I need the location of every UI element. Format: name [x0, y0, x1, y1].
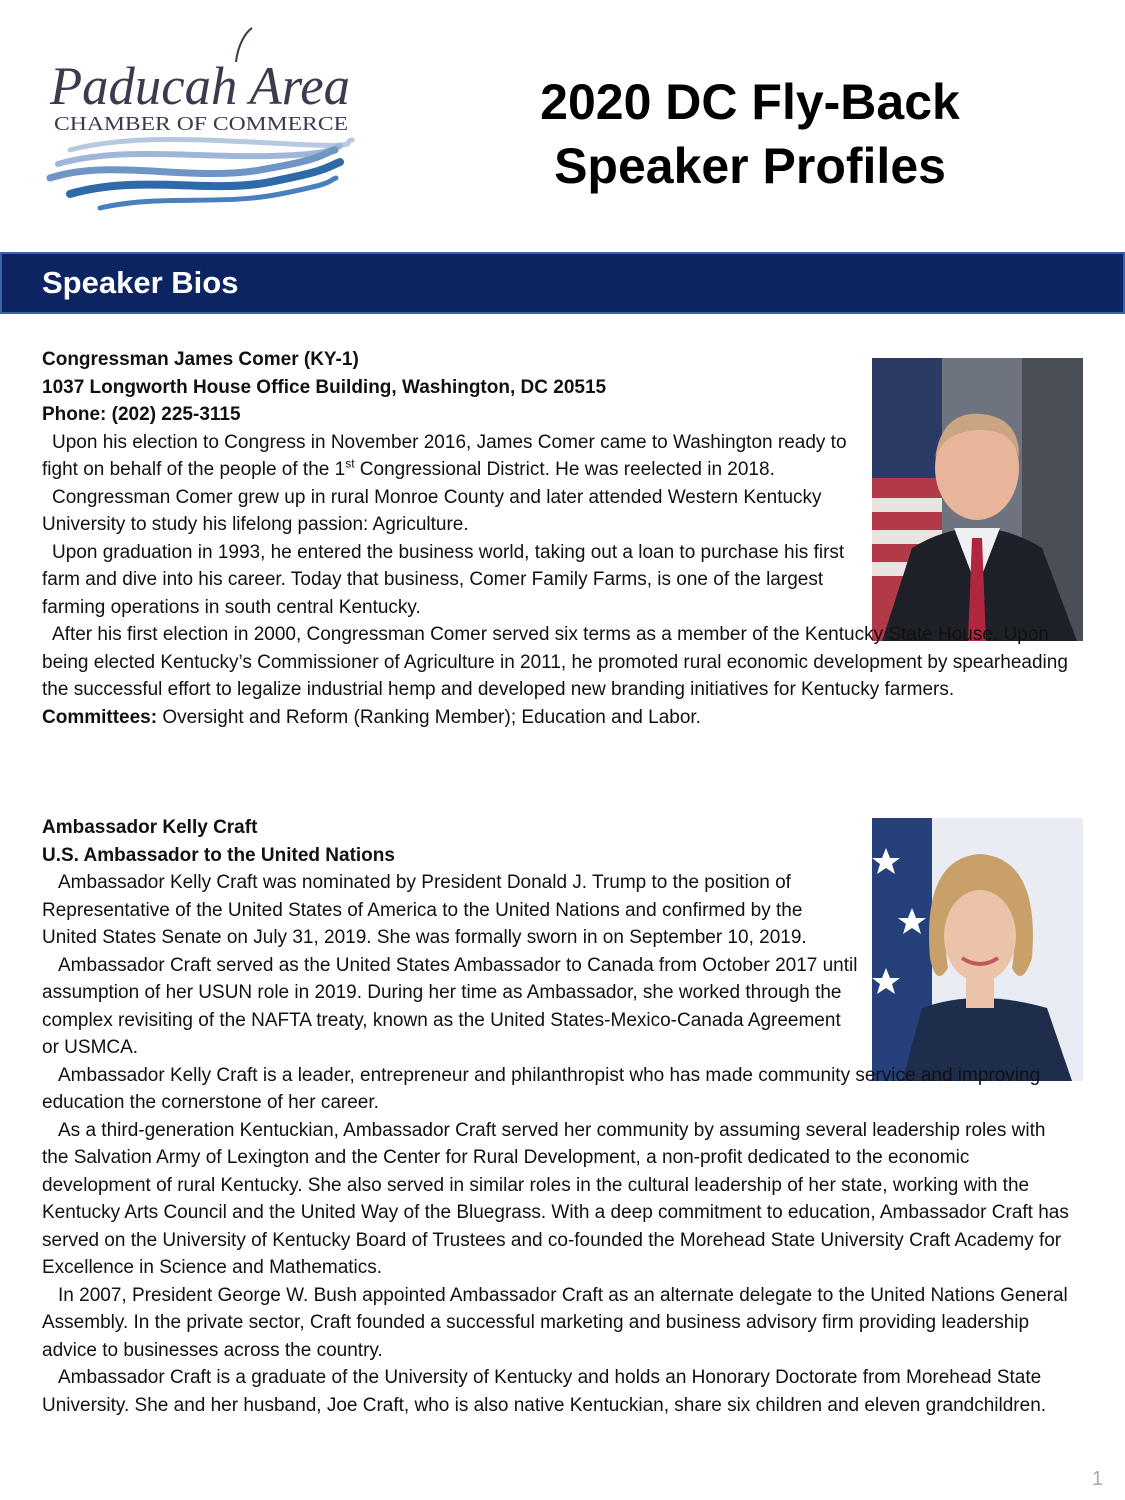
bio-paragraph: In 2007, President George W. Bush appointed Ambassador Craft as an alternate delegate to the United Nations General Assembly. In the private sector, Craft founded a successful marketing and business advisory firm providing leadership advice to businesses across the country. [42, 1284, 1068, 1361]
speaker-address: 1037 Longworth House Office Building, Washington, DC 20515 [42, 376, 607, 398]
bio-paragraph [42, 429, 862, 484]
page-title-line-1: 2020 DC Fly-Back [540, 74, 960, 130]
bio-paragraph: Ambassador Kelly Craft is a leader, entrepreneur and philanthropist who has made community service and improving education the cornerstone of her career. [42, 1064, 1041, 1113]
section-header-bar [0, 252, 1125, 314]
speaker-phone: Phone: (202) 225-3115 [42, 404, 241, 425]
logo-subtitle-text: CHAMBER OF COMMERCE [54, 113, 348, 135]
page-number: 1 [1091, 1468, 1103, 1490]
bio-paragraph: Ambassador Kelly Craft was nominated by President Donald J. Trump to the position of Representative of the United States of America to the United Nations and confirmed by the United States Senate on July 31, 2019. She was formally sworn in on September 10, 2019. [42, 872, 807, 948]
speaker-name: Ambassador Kelly Craft [42, 817, 258, 838]
chamber-logo-graphic [40, 22, 360, 222]
page-title-line-2: Speaker Profiles [554, 138, 946, 194]
bio-text: Upon his election to Congress in November 2016, James Comer came to Washington ready to fight on behalf of the people of the 1 [42, 431, 847, 480]
chamber-logo [40, 22, 360, 222]
page-title [440, 70, 1060, 198]
bio-paragraph: Ambassador Craft served as the United States Ambassador to Canada from October 2017 until assumption of her USUN role in 2019. During her time as Ambassador, she worked through the complex revisiting of the NAFTA treaty, known as the United States-Mexico-Canada Agreement or USMCA. [42, 954, 858, 1058]
bio-superscript: st [345, 456, 355, 471]
committees-label: Committees: [42, 706, 158, 728]
speaker-role: U.S. Ambassador to the United Nations [42, 844, 395, 866]
bio-text: After his first election in 2000, Congressman Comer served six terms as a member of the Kentucky State House. Upon being elected Kentucky’s Commissioner of Agriculture in 2011, he promoted rural economic development by spearheading the successful effort to legalize industrial hemp and developed new branding initiatives for Kentucky farmers. [42, 624, 1068, 700]
speaker-bio-kelly-craft [42, 814, 1072, 1419]
bio-paragraph [42, 621, 1072, 731]
bio-paragraph: Ambassador Craft is a graduate of the University of Kentucky and holds an Honorary Doctorate from Morehead State University. She and her husband, Joe Craft, who is also native Kentuckian, share six children and eleven grandchildren. [42, 1367, 1047, 1416]
bio-text: Congressional District. He was reelected in 2018. [354, 459, 775, 480]
bio-paragraph: Congressman Comer grew up in rural Monroe County and later attended Western Kentucky University to study his lifelong passion: Agriculture. [42, 486, 822, 535]
speaker-name: Congressman James Comer (KY-1) [42, 349, 359, 370]
section-title: Speaker Bios [42, 265, 239, 300]
committees-text: Oversight and Reform (Ranking Member); Education and Labor. [157, 706, 701, 728]
bio-paragraph: Upon graduation in 1993, he entered the business world, taking out a loan to purchase his first farm and dive into his career. Today that business, Comer Family Farms, is one of the largest farming operations in south central Kentucky. [42, 541, 845, 618]
bio-paragraph: As a third-generation Kentuckian, Ambassador Craft served her community by assuming several leadership roles with the Salvation Army of Lexington and the Center for Rural Development, a non-profit dedicated to the economic development of rural Kentucky. She also served in similar roles in the cultural leadership of her state, working with the Kentucky Arts Council and the United Way of the Bluegrass. With a deep commitment to education, Ambassador Craft has served on the University of Kentucky Board of Trustees and co-founded the Morehead State University Craft Academy for Excellence in Science and Mathematics. [42, 1119, 1069, 1278]
logo-script-text: Paducah Area [49, 56, 351, 116]
speaker-bio-james-comer [42, 346, 1072, 731]
